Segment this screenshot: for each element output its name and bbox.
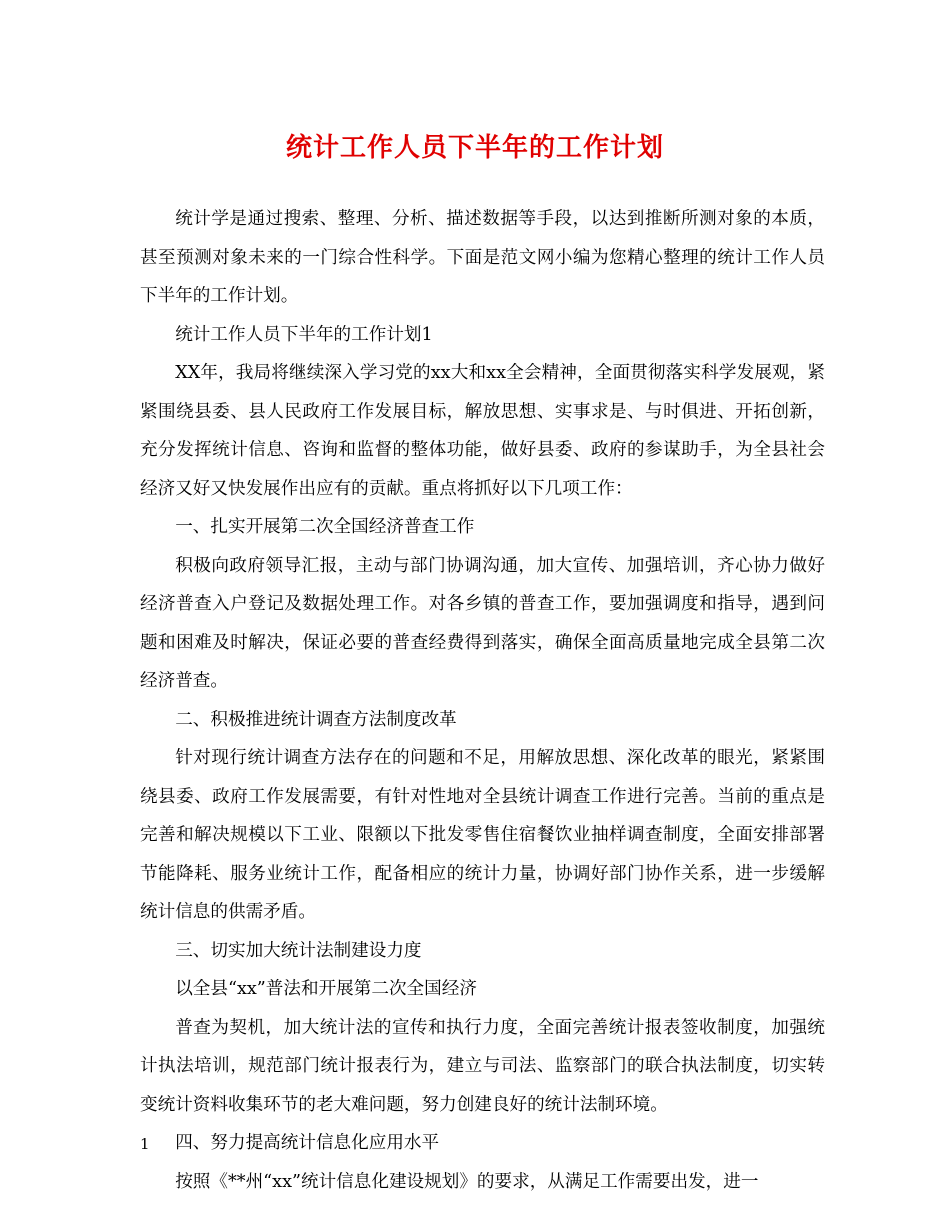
section-heading-2: 二、积极推进统计调查方法制度改革 xyxy=(175,709,457,730)
section-heading-4: 四、努力提高统计信息化应用水平 xyxy=(175,1133,440,1153)
page-number: 1 xyxy=(140,1135,150,1153)
section-paragraph-3b: 普查为契机，加大统计法的宣传和执行力度，全面完善统计报表签收制度，加强统计执法培训，规范部门统计报表行为，建立与司法、监察部门的联合执法制度，切实转变统计资料收集环节的老大难问题，努力创建良好的统计法制环境。 xyxy=(140,1017,825,1115)
document-title: 统计工作人员下半年的工作计划 xyxy=(285,133,664,163)
section-heading-1: 一、扎实开展第二次全国经济普查工作 xyxy=(175,517,475,537)
section-paragraph-3a: 以全县“xx”普法和开展第二次全国经济 xyxy=(175,979,477,999)
document-body xyxy=(140,200,825,1201)
section-paragraph-4: 按照《**州“xx”统计信息化建设规划》的要求，从满足工作需要出发，进一 xyxy=(175,1171,759,1192)
section-paragraph-1: 积极向政府领导汇报，主动与部门协调沟通，加大宣传、加强培训，齐心协力做好经济普查入户登记及数据处理工作。对各乡镇的普查工作，要加强调度和指导，遇到问题和困难及时解决，保证必要的普查经费得到落实，确保全面高质量地完成全县第二次经济普查。 xyxy=(140,555,825,691)
overview-paragraph: XX年，我局将继续深入学习党的xx大和xx全会精神，全面贯彻落实科学发展观，紧紧围绕县委、县人民政府工作发展目标，解放思想、实事求是、与时俱进、开拓创新，充分发挥统计信息、咨询和监督的整体功能，做好县委、政府的参谋助手，为全县社会经济又好又快发展作出应有的贡献。重点将抓好以下几项工作： xyxy=(140,363,825,499)
section-heading-3: 三、切实加大统计法制建设力度 xyxy=(175,940,422,961)
intro-paragraph: 统计学是通过搜索、整理、分析、描述数据等手段，以达到推断所测对象的本质，甚至预测对象未来的一门综合性科学。下面是范文网小编为您精心整理的统计工作人员下半年的工作计划。 xyxy=(140,209,825,306)
plan-heading: 统计工作人员下半年的工作计划1 xyxy=(175,324,433,345)
section-paragraph-2: 针对现行统计调查方法存在的问题和不足，用解放思想、深化改革的眼光，紧紧围绕县委、政府工作发展需要，有针对性地对全县统计调查工作进行完善。当前的重点是完善和解决规模以下工业、限额以下批发零售住宿餐饮业抽样调查制度，全面安排部署节能降耗、服务业统计工作，配备相应的统计力量，协调好部门协作关系，进一步缓解统计信息的供需矛盾。 xyxy=(140,748,825,922)
